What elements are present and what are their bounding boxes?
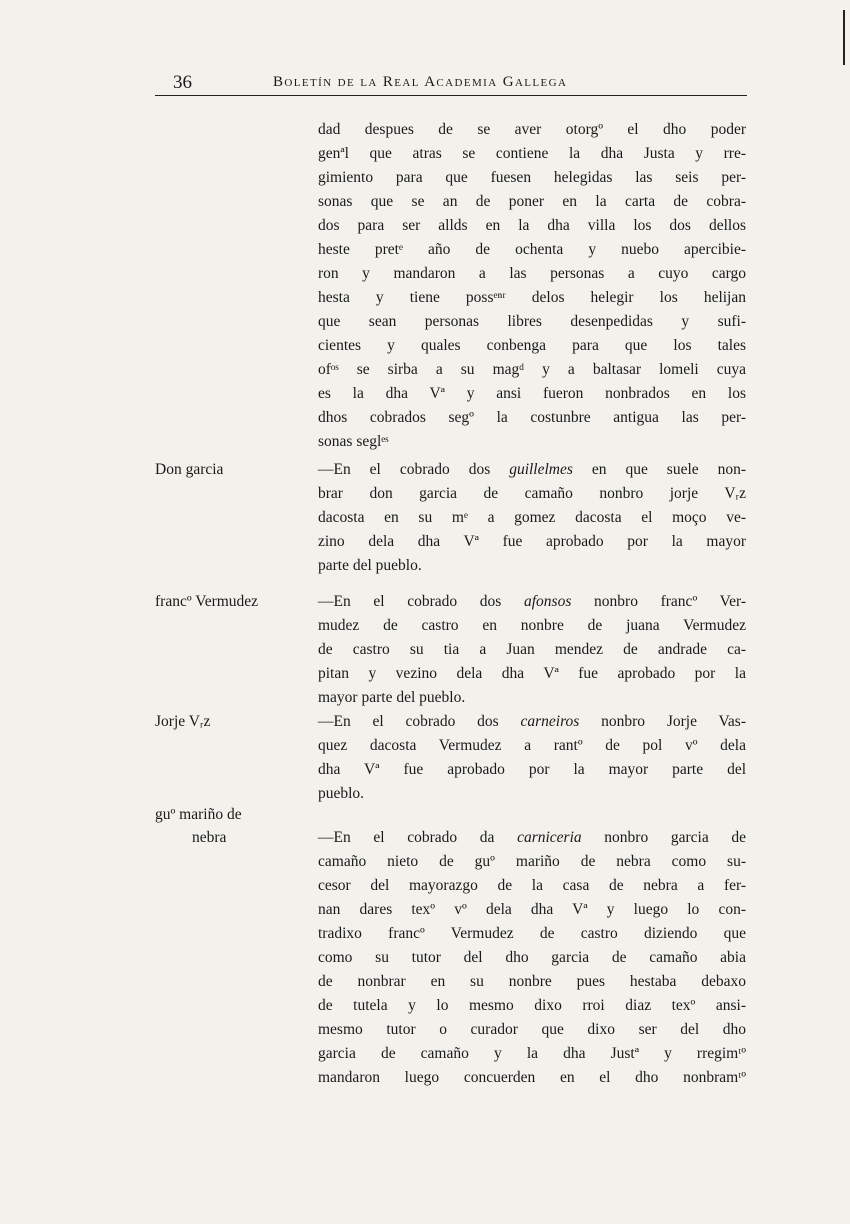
show-through-text [152,194,312,208]
show-through-text [152,170,312,184]
text-line: —En el cobrado dos afonsos nonbro francº Ver- [318,593,746,610]
text-line: es la dha Vª y ansi fueron nonbrados en los [318,385,746,402]
margin-label-jorje: Jorje Vᵣᴢ [155,713,211,730]
running-title: Boletín de la Real Academia Gallega [273,74,568,90]
text-line: zino dela dha Vª fue aprobado por la mayor [318,533,746,550]
text-line: ofᵒˢ se sirba a su magᵈ y a baltasar lomeli cuya [318,361,746,378]
text-line: dacosta en su mᵉ a gomez dacosta el moço ve- [318,509,746,526]
text-line: genªl que atras se contiene la dha Justa y rre- [318,145,746,162]
text-line: —En el cobrado dos carneiros nonbro Jorje Vas- [318,713,747,730]
text-line: pitan y vezino dela dha Vª fue aprobado por la [318,665,746,682]
page-header [155,68,747,96]
text-line: camaño nieto de guº mariño de nebra como su- [318,853,746,870]
text-line: mudez de castro en nonbre de juana Vermudez [318,617,746,634]
text-line: ron y mandaron a las personas a cuyo cargo [318,265,746,282]
text-line: de tutela y lo mesmo dixo rroi diaz texº ansi- [318,997,746,1014]
page-number: 36 [173,72,192,93]
text-line: dha Vª fue aprobado por la mayor parte del [318,761,746,778]
text-line: pueblo. [318,785,365,802]
text-line: nan dares texº vº dela dha Vª y luego lo con- [318,901,746,918]
text-line: dad despues de se aver otorgº el dho poder [318,121,746,138]
text-line: mandaron luego concuerden en el dho nonbramᵗº [318,1069,746,1086]
text-line: heste pretᵉ año de ochenta y nuebo apercibie- [318,241,746,258]
text-line: como su tutor del dho garcia de camaño abia [318,949,746,966]
margin-label-franco-vermudez: francº Vermudez [155,593,259,610]
text-line: de nonbrar en su nonbre pues hestaba debaxo [318,973,746,990]
text-line: tradixo francº Vermudez de castro diziendo que [318,925,746,942]
margin-label-don-garcia: Don garcia [155,461,224,478]
text-line: quez dacosta Vermudez a rantº de pol vº dela [318,737,746,754]
text-line: gimiento para que fuesen helegidas las seis per- [318,169,746,186]
margin-label-nebra: nebra [192,829,227,846]
text-line: brar don garcia de camaño nonbro jorje Vᵣᴢ [318,485,746,502]
text-line: sonas seglᵉˢ [318,433,389,450]
text-line: parte del pueblo. [318,557,422,574]
text-line: dos para ser allds en la dha villa los dos dellos [318,217,746,234]
margin-label-gun-marino: guº mariño de [155,806,242,823]
text-line: cesor del mayorazgo de la casa de nebra a fer- [318,877,746,894]
text-line: cientes y quales conbenga para que los tales [318,337,746,354]
text-line: que sean personas libres desenpedidas y sufi- [318,313,746,330]
page-edge-mark [843,10,845,65]
text-line: sonas que se an de poner en la carta de cobra- [318,193,746,210]
show-through-text [152,122,312,136]
text-line: mayor parte del pueblo. [318,689,466,706]
header-rule [155,95,747,96]
text-line: garcia de camaño y la dha Justª y rregimᵗº [318,1045,746,1062]
text-line: mesmo tutor o curador que dixo ser del dho [318,1021,746,1038]
text-line: hesta y tiene possᵉⁿʳ delos helegir los helijan [318,289,746,306]
text-line: —En el cobrado da carniceria nonbro garcia de [318,829,746,846]
text-line: —En el cobrado dos guillelmes en que suele non- [318,461,746,478]
text-line: de castro su tia a Juan mendez de andrade ca- [318,641,746,658]
text-line: dhos cobrados segº la costunbre antigua las per- [318,409,746,426]
